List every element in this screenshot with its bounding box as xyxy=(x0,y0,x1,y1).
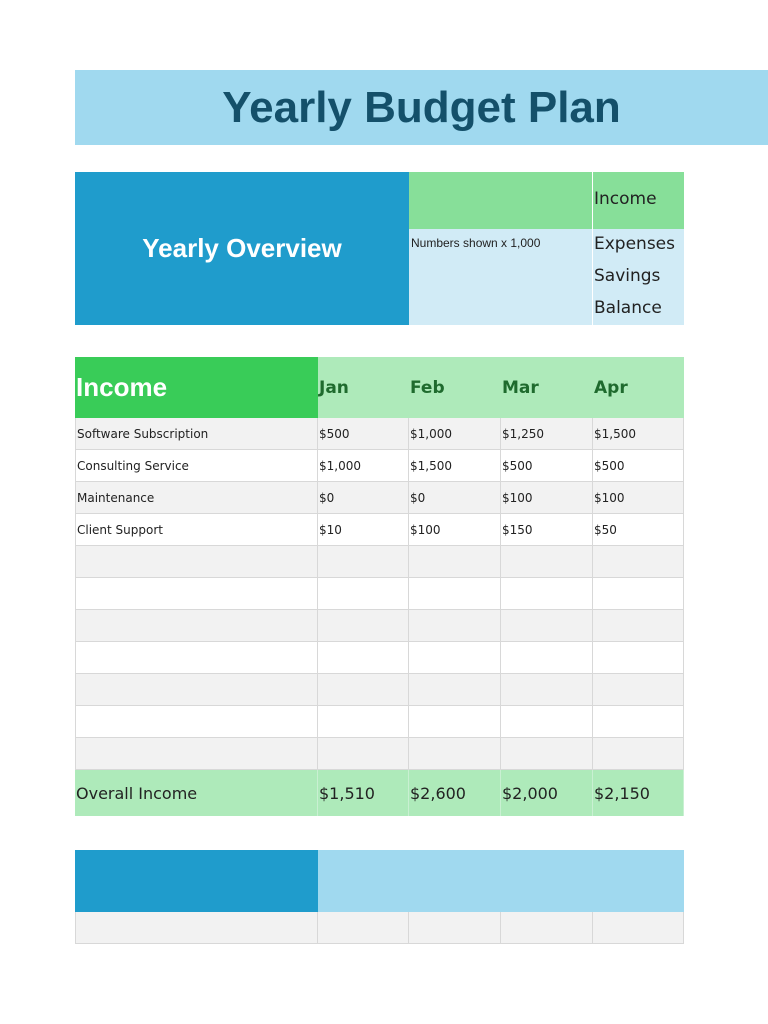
row-label-cell[interactable] xyxy=(75,706,318,738)
legend-income: Income xyxy=(594,189,657,209)
value-cell[interactable] xyxy=(409,674,501,706)
value-cell[interactable]: $0 xyxy=(409,482,501,514)
table-row xyxy=(75,610,684,642)
yearly-overview-panel xyxy=(75,172,409,325)
row-label-cell[interactable] xyxy=(75,546,318,578)
value-cell[interactable] xyxy=(593,738,684,770)
value-cell[interactable] xyxy=(318,578,409,610)
value-cell[interactable] xyxy=(318,912,409,944)
table-row xyxy=(75,738,684,770)
value-cell[interactable] xyxy=(593,610,684,642)
month-header: Feb xyxy=(409,357,501,418)
value-cell[interactable]: $50 xyxy=(593,514,684,546)
value-cell[interactable] xyxy=(318,610,409,642)
value-cell[interactable]: $1,500 xyxy=(409,450,501,482)
value-cell[interactable]: $0 xyxy=(318,482,409,514)
table-row xyxy=(75,642,684,674)
value-cell[interactable] xyxy=(593,912,684,944)
yearly-overview-label: Yearly Overview xyxy=(142,233,342,263)
table-row xyxy=(75,546,684,578)
value-cell[interactable]: $150 xyxy=(501,514,593,546)
total-value: $2,600 xyxy=(409,770,501,816)
value-cell[interactable] xyxy=(318,642,409,674)
value-cell[interactable]: $10 xyxy=(318,514,409,546)
value-cell[interactable] xyxy=(409,738,501,770)
legend-balance: Balance xyxy=(594,298,662,318)
legend-savings: Savings xyxy=(594,266,661,286)
table-row xyxy=(75,912,684,944)
row-label-cell[interactable]: Consulting Service xyxy=(75,450,318,482)
row-label-cell[interactable] xyxy=(75,674,318,706)
value-cell[interactable] xyxy=(593,674,684,706)
row-label-cell[interactable]: Maintenance xyxy=(75,482,318,514)
total-value: $1,510 xyxy=(318,770,409,816)
value-cell[interactable] xyxy=(593,578,684,610)
overview-divider xyxy=(592,172,593,325)
value-cell[interactable] xyxy=(318,674,409,706)
table-row xyxy=(75,418,684,450)
row-label-cell[interactable] xyxy=(75,642,318,674)
value-cell[interactable] xyxy=(318,706,409,738)
table-row xyxy=(75,482,684,514)
value-cell[interactable] xyxy=(409,706,501,738)
value-cell[interactable] xyxy=(409,610,501,642)
row-label-cell[interactable] xyxy=(75,912,318,944)
value-cell[interactable]: $1,500 xyxy=(593,418,684,450)
value-cell[interactable]: $500 xyxy=(501,450,593,482)
table-row xyxy=(75,514,684,546)
value-cell[interactable] xyxy=(318,546,409,578)
value-cell[interactable] xyxy=(501,706,593,738)
legend-expenses: Expenses xyxy=(594,234,675,254)
value-cell[interactable] xyxy=(501,738,593,770)
value-cell[interactable] xyxy=(409,642,501,674)
value-cell[interactable] xyxy=(501,642,593,674)
total-label: Overall Income xyxy=(75,770,318,816)
row-label-cell[interactable]: Software Subscription xyxy=(75,418,318,450)
income-section-label: Income xyxy=(75,357,318,418)
next-section-months xyxy=(318,850,684,912)
month-header: Apr xyxy=(593,357,684,418)
month-header: Jan xyxy=(318,357,409,418)
value-cell[interactable] xyxy=(501,578,593,610)
value-cell[interactable] xyxy=(501,674,593,706)
row-label-cell[interactable] xyxy=(75,738,318,770)
row-label-cell[interactable] xyxy=(75,578,318,610)
total-row xyxy=(75,770,684,816)
value-cell[interactable]: $1,000 xyxy=(409,418,501,450)
page-title: Yearly Budget Plan xyxy=(222,83,621,132)
overview-units-note: Numbers shown x 1,000 xyxy=(411,236,541,250)
value-cell[interactable] xyxy=(318,738,409,770)
table-row xyxy=(75,450,684,482)
value-cell[interactable] xyxy=(501,610,593,642)
value-cell[interactable]: $100 xyxy=(501,482,593,514)
row-label-cell[interactable] xyxy=(75,610,318,642)
table-row xyxy=(75,674,684,706)
value-cell[interactable] xyxy=(409,912,501,944)
value-cell[interactable]: $500 xyxy=(593,450,684,482)
value-cell[interactable]: $100 xyxy=(409,514,501,546)
value-cell[interactable] xyxy=(593,642,684,674)
value-cell[interactable]: $100 xyxy=(593,482,684,514)
value-cell[interactable]: $1,250 xyxy=(501,418,593,450)
month-header: Mar xyxy=(501,357,593,418)
income-header-row xyxy=(75,357,684,418)
total-value: $2,000 xyxy=(501,770,593,816)
value-cell[interactable] xyxy=(501,912,593,944)
value-cell[interactable] xyxy=(593,546,684,578)
next-section-header xyxy=(75,850,318,912)
value-cell[interactable] xyxy=(409,546,501,578)
value-cell[interactable] xyxy=(409,578,501,610)
value-cell[interactable]: $1,000 xyxy=(318,450,409,482)
value-cell[interactable] xyxy=(593,706,684,738)
table-row xyxy=(75,578,684,610)
total-value: $2,150 xyxy=(593,770,684,816)
table-row xyxy=(75,706,684,738)
value-cell[interactable]: $500 xyxy=(318,418,409,450)
row-label-cell[interactable]: Client Support xyxy=(75,514,318,546)
value-cell[interactable] xyxy=(501,546,593,578)
title-band xyxy=(75,70,768,145)
